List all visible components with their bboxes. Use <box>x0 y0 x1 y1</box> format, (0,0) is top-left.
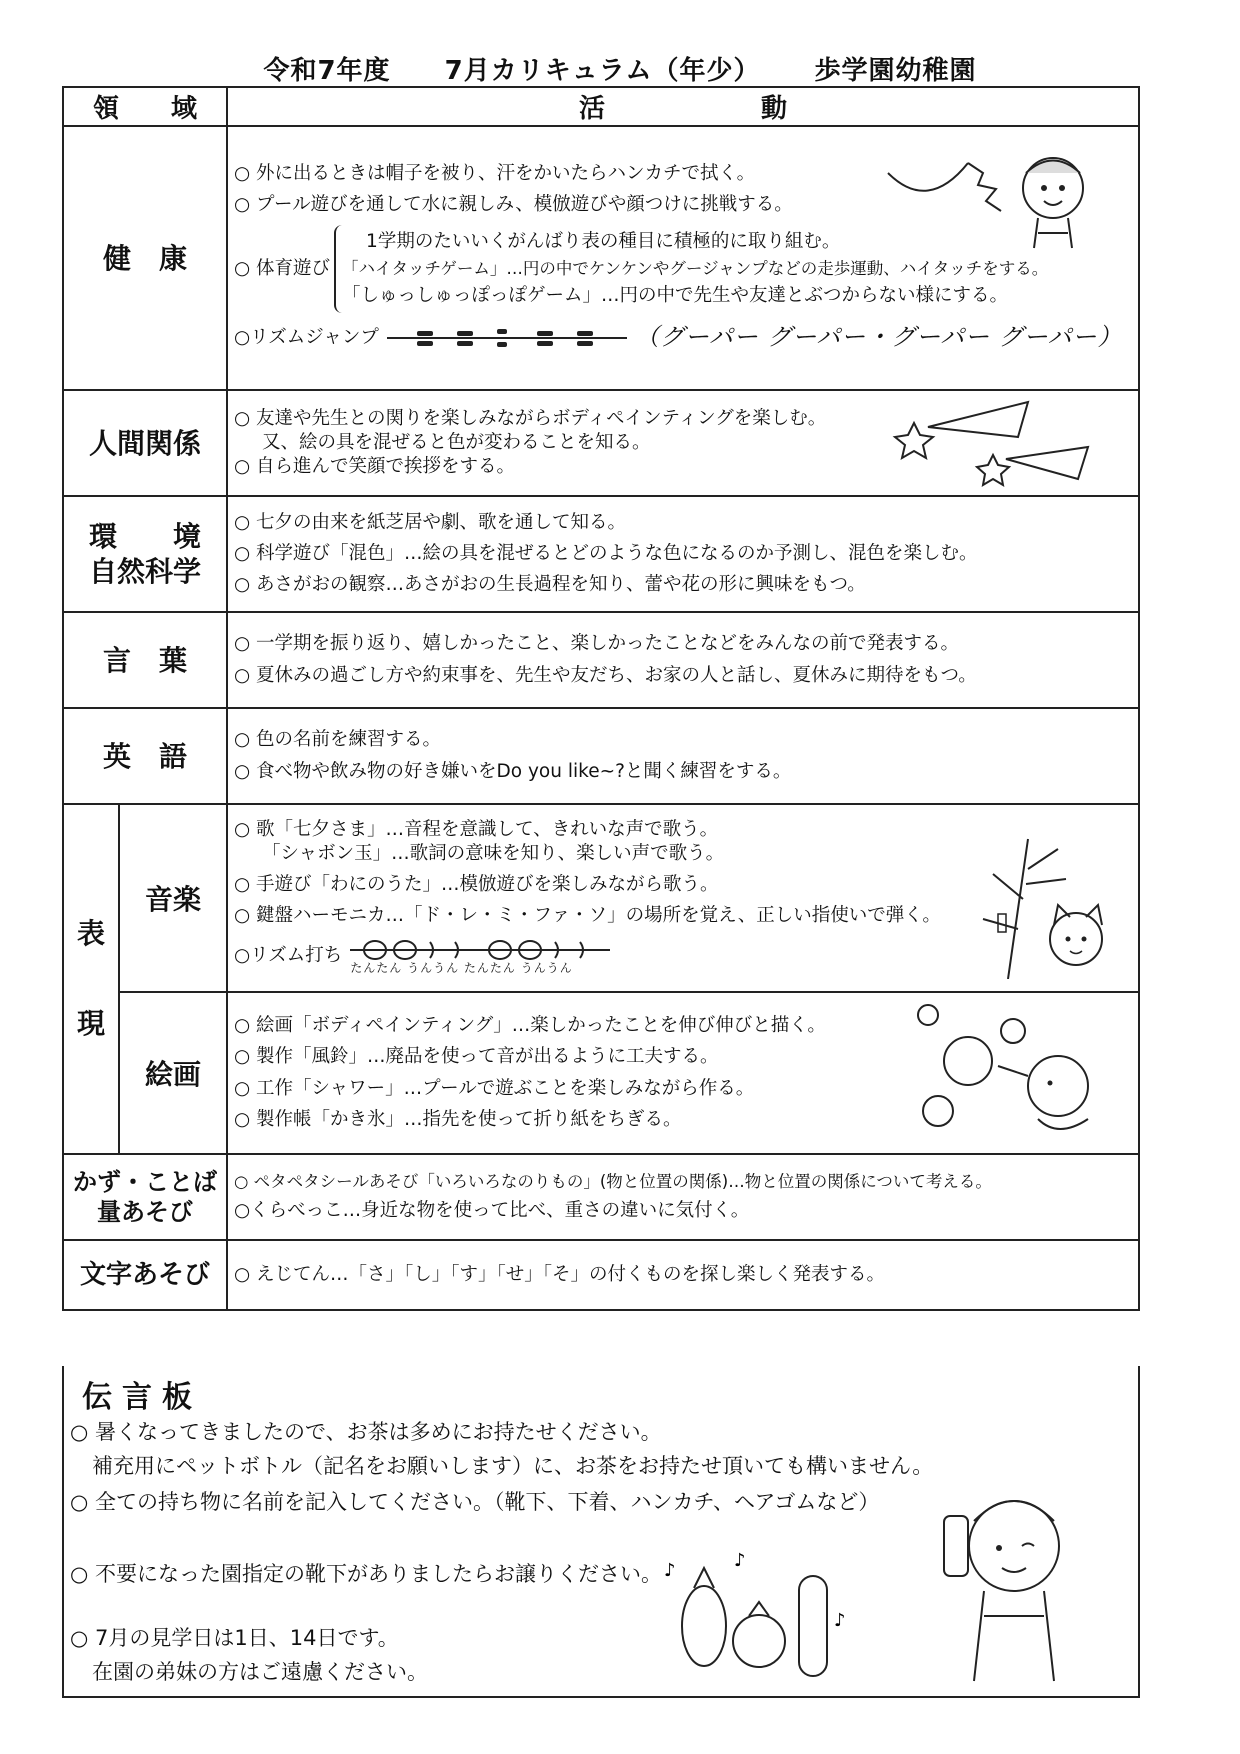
health-item-1: ○ 外に出るときは帽子を被り、汗をかいたらハンカチで拭く。 <box>234 162 756 184</box>
gym-label: ○ 体育遊び <box>234 258 331 280</box>
environment-row <box>63 496 1139 612</box>
environment-item-1: ○ 七夕の由来を紙芝居や劇、歌を通して知る。 <box>234 511 627 533</box>
environment-item-3: ○ あさがおの観察…あさがおの生長過程を知り、蕾や花の形に興味をもつ。 <box>234 574 866 596</box>
music-item-1: ○ 歌「七夕さま」…音程を意識して、きれいな声で歌う。 <box>234 818 719 840</box>
expression-label <box>63 804 119 1154</box>
language-activities <box>227 612 1139 708</box>
environment-label <box>63 496 227 612</box>
health-label: 健 康 <box>63 126 227 390</box>
english-item-2: ○ 食べ物や飲み物の好き嫌いをDo you like~?と聞く練習をする。 <box>234 760 792 782</box>
child-blowing-bubbles-icon <box>908 1001 1098 1151</box>
english-item-1: ○ 色の名前を練習する。 <box>234 729 442 751</box>
header-area: 領 域 <box>63 87 227 126</box>
language-item-1: ○ 一学期を振り返り、嬉しかったこと、楽しかったことなどをみんなの前で発表する。 <box>234 633 960 655</box>
boy-drinking-icon <box>914 1476 1104 1686</box>
table-header-row <box>63 87 1139 126</box>
message-1-cont: 補充用にペットボトル（記名をお願いします）に、お茶をお持たせ頂いても構いません。 <box>92 1454 934 1478</box>
numbers-item-1: ○ ペタペタシールあそび「いろいろなのりもの」(物と位置の関係)…物と位置の関係について考える。 <box>234 1171 992 1191</box>
art-item-4: ○ 製作帳「かき氷」…指先を使って折り紙をちぎる。 <box>234 1108 682 1130</box>
message-board <box>62 1366 1140 1698</box>
language-row <box>63 612 1139 708</box>
gym-item-1: 1学期のたいいくがんばり表の種目に積極的に取り組む。 <box>366 231 841 253</box>
english-activities <box>227 708 1139 804</box>
relations-item-1: ○ 友達や先生との関りを楽しみながらボディペインティングを楽しむ。 <box>234 407 827 429</box>
message-board-title: 伝言板 <box>82 1380 202 1415</box>
art-item-3: ○ 工作「シャワー」…プールで遊ぶことを楽しみながら作る。 <box>234 1077 755 1099</box>
curriculum-table <box>62 86 1140 1311</box>
gym-item-3: 「しゅっしゅっぽっぽゲーム」…円の中で先生や友達とぶつからない様にする。 <box>342 285 1009 307</box>
rhythm-jump-label: ○リズムジャンプ <box>234 326 379 348</box>
english-label: 英 語 <box>63 708 227 804</box>
english-row <box>63 708 1139 804</box>
numbers-label-1: かず・ことば <box>73 1168 217 1196</box>
gym-item-2: 「ハイタッチゲーム」…円の中でケンケンやグージャンプなどの走歩運動、ハイタッチをする。 <box>342 259 1049 279</box>
environment-label-2: 自然科学 <box>89 555 202 588</box>
numbers-label <box>63 1154 227 1240</box>
language-label: 言 葉 <box>63 612 227 708</box>
relations-label: 人間関係 <box>63 390 227 496</box>
sun-and-child-icon <box>868 133 1098 253</box>
numbers-label-2: 量あそび <box>97 1198 193 1226</box>
music-label: 音楽 <box>119 804 227 992</box>
art-label: 絵画 <box>119 992 227 1154</box>
rhythm-clap-notation-icon <box>350 937 610 963</box>
bamboo-and-cat-icon <box>948 829 1118 979</box>
health-activities <box>227 126 1139 390</box>
rhythm-jump-notation-icon <box>387 327 627 349</box>
relations-activities <box>227 390 1139 496</box>
numbers-row <box>63 1154 1139 1240</box>
header-activity: 活 動 <box>227 87 1139 126</box>
letters-item-1: ○ えじてん…「さ」「し」「す」「せ」「そ」の付くものを探し楽しく発表する。 <box>234 1263 886 1285</box>
title-year: 令和7年度 <box>263 56 391 86</box>
health-row <box>63 126 1139 390</box>
shooting-stars-icon <box>878 397 1108 487</box>
environment-label-1: 環 境 <box>89 520 202 553</box>
music-item-4: ○ 鍵盤ハーモニカ…「ド・レ・ミ・ファ・ソ」の場所を覚え、正しい指使いで弾く。 <box>234 905 941 927</box>
rhythm-clap-label: ○リズム打ち <box>234 944 343 966</box>
relations-item-2: 又、絵の具を混ぜると色が変わることを知る。 <box>262 431 651 453</box>
art-row <box>63 992 1139 1154</box>
music-item-2: 「シャボン玉」…歌詞の意味を知り、楽しい声で歌う。 <box>262 843 725 865</box>
music-row <box>63 804 1139 992</box>
art-activities <box>227 992 1139 1154</box>
numbers-activities <box>227 1154 1139 1240</box>
rhythm-jump-words: （グーパー グーパー・グーパー グーパー） <box>634 323 1123 352</box>
page-title <box>0 50 1240 87</box>
title-curriculum: 7月カリキュラム（年少） <box>444 56 761 86</box>
svg-text:♪: ♪ <box>664 1560 676 1581</box>
relations-row <box>63 390 1139 496</box>
music-item-3: ○ 手遊び「わにのうた」…模倣遊びを楽しみながら歌う。 <box>234 874 719 896</box>
relations-item-3: ○ 自ら進んで笑顔で挨拶をする。 <box>234 456 516 478</box>
dancing-vegetables-icon <box>654 1536 854 1686</box>
music-activities <box>227 804 1139 992</box>
letters-activities <box>227 1240 1139 1310</box>
language-item-2: ○ 夏休みの過ごし方や約束事を、先生や友だち、お家の人と話し、夏休みに期待をもつ。 <box>234 664 977 686</box>
rhythm-clap-notation <box>350 937 610 975</box>
rhythm-jump <box>234 323 1132 352</box>
environment-activities <box>227 496 1139 612</box>
svg-text:♪: ♪ <box>734 1550 746 1571</box>
art-item-1: ○ 絵画「ボディペインティング」…楽しかったことを伸び伸びと描く。 <box>234 1015 826 1037</box>
title-school: 歩学園幼稚園 <box>814 56 977 86</box>
environment-item-2: ○ 科学遊び「混色」…絵の具を混ぜるとどのような色になるのか予測し、混色を楽しむ。 <box>234 542 978 564</box>
svg-text:♪: ♪ <box>834 1610 846 1631</box>
message-2: ○ 全ての持ち物に名前を記入してください。（靴下、下着、ハンカチ、ヘアゴムなど） <box>70 1490 880 1514</box>
art-item-2: ○ 製作「風鈴」…廃品を使って音が出るように工夫する。 <box>234 1046 719 1068</box>
expression-label-top: 表 <box>76 917 105 951</box>
expression-label-bottom: 現 <box>76 1007 105 1040</box>
message-4-cont: 在園の弟妹の方はご遠慮ください。 <box>92 1660 428 1684</box>
message-4: ○ 7月の見学日は1日、14日です。 <box>70 1626 399 1650</box>
health-item-2: ○ プール遊びを通して水に親しみ、模倣遊びや顔つけに挑戦する。 <box>234 194 793 216</box>
rhythm-clap-words: たんたん うんうん たんたん うんうん <box>350 960 573 975</box>
letters-label: 文字あそび <box>63 1240 227 1310</box>
numbers-item-2: ○くらべっこ…身近な物を使って比べ、重さの違いに気付く。 <box>234 1200 750 1222</box>
letters-row <box>63 1240 1139 1310</box>
message-1: ○ 暑くなってきましたので、お茶は多めにお持たせください。 <box>70 1420 662 1444</box>
message-3: ○ 不要になった園指定の靴下がありましたらお譲りください。 <box>70 1562 662 1586</box>
